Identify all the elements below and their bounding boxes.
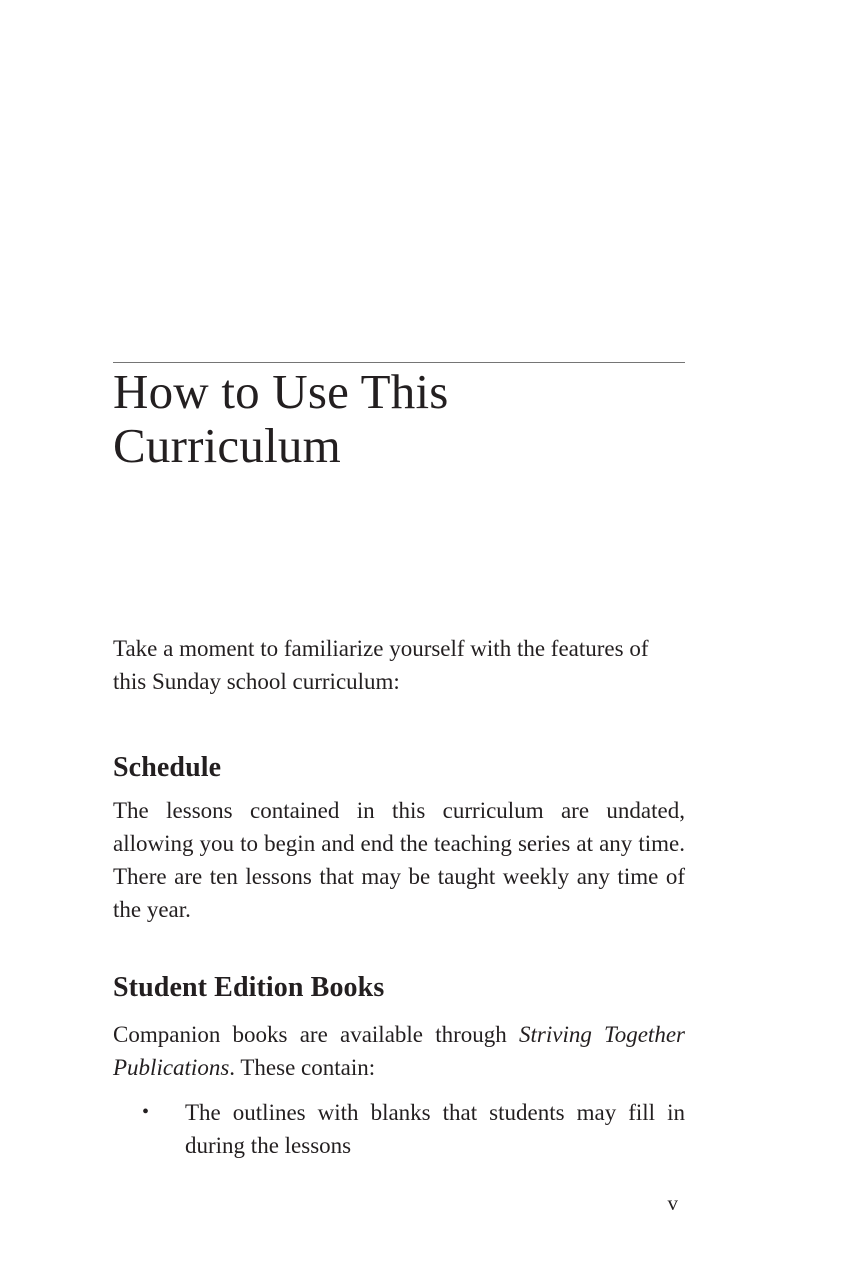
bullet-line: The outlines with blanks that students may fill in	[185, 1100, 685, 1125]
intro-line: this Sunday school curriculum:	[113, 669, 400, 694]
paragraph-line: allowing you to begin and end the teaching series at any time.	[113, 831, 685, 856]
bullet-text	[185, 1096, 685, 1162]
student-edition-books-heading: Student Edition Books	[113, 972, 385, 1003]
bullet-marker: •	[142, 1101, 150, 1123]
paragraph-line	[113, 1018, 685, 1051]
bullet-line: during the lessons	[185, 1133, 352, 1158]
page-number: v	[667, 1191, 678, 1215]
paragraph-line: The lessons contained in this curriculum are undated,	[113, 798, 685, 823]
publisher-name-italic: Publications	[113, 1055, 230, 1080]
intro-line: Take a moment to familiarize yourself with the features of	[113, 636, 649, 661]
chapter-divider-rule	[113, 362, 685, 363]
student-books-paragraph	[113, 1018, 685, 1084]
schedule-heading: Schedule	[113, 752, 222, 783]
publisher-name-italic: Striving Together	[519, 1022, 685, 1047]
chapter-title-line-2: Curriculum	[113, 418, 341, 473]
paragraph-text: . These contain:	[229, 1055, 376, 1080]
paragraph-line: There are ten lessons that may be taught weekly any time of	[113, 864, 685, 889]
schedule-paragraph	[113, 794, 685, 926]
chapter-title-line-1: How to Use This	[113, 364, 449, 419]
paragraph-text: Companion books are available through	[113, 1022, 519, 1047]
intro-paragraph	[113, 632, 685, 698]
list-item	[113, 1096, 685, 1162]
chapter-title	[113, 365, 713, 473]
paragraph-line: the year.	[113, 897, 191, 922]
paragraph-line	[113, 1051, 685, 1084]
